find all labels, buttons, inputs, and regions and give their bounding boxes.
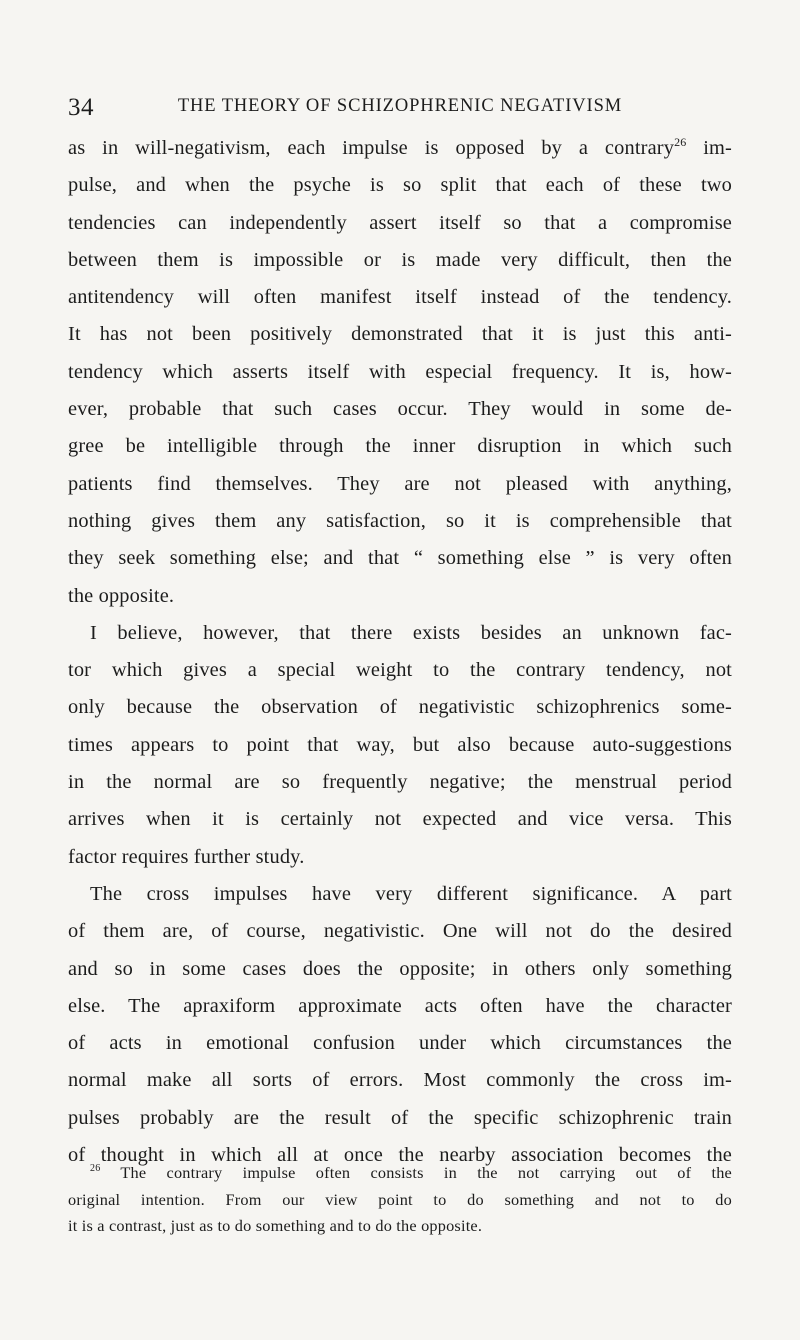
text-line: tendency which asserts itself with especial frequency. It is, how- — [68, 360, 732, 383]
text-line: arrives when it is certainly not expected and vice versa. This — [68, 808, 732, 831]
text-line: nothing gives them any satisfaction, so it is comprehensible that — [68, 509, 732, 532]
body-text — [68, 130, 732, 1174]
text-line: gree be intelligible through the inner disruption in which such — [68, 435, 732, 458]
footnote-marker: 26 — [90, 1163, 101, 1174]
text-line: normal make all sorts of errors. Most commonly the cross im- — [68, 1069, 732, 1092]
text-line: factor requires further study. — [68, 845, 305, 868]
running-title: THE THEORY OF SCHIZOPHRENIC NEGATIVISM — [177, 96, 623, 116]
text-line: I believe, however, that there exists besides an unknown fac- — [90, 621, 732, 644]
text-line: of thought in which all at once the nearby association becomes the — [68, 1144, 732, 1167]
footnote-line — [68, 1160, 732, 1187]
text-line — [68, 130, 732, 167]
page-number: 34 — [68, 94, 94, 121]
footnote-line-content: The contrary impulse often consists in the not carrying out of the — [120, 1163, 732, 1182]
text-line: times appears to point that way, but also because auto-suggestions — [68, 733, 732, 756]
text-line: the opposite. — [68, 584, 175, 607]
text-line: It has not been positively demonstrated that it is just this anti- — [68, 323, 732, 346]
text-line: else. The apraxiform approximate acts often have the character — [68, 994, 732, 1017]
page-header — [68, 94, 732, 121]
text-line: antitendency will often manifest itself instead of the tendency. — [68, 286, 732, 309]
text-line: of them are, of course, negativistic. One will not do the desired — [68, 920, 732, 943]
text-line-content: as in will-negativism, each impulse is opposed by a contrary — [68, 137, 675, 159]
text-line: The cross impulses have very different significance. A part — [90, 882, 732, 905]
text-line: pulses probably are the result of the specific schizophrenic train — [68, 1106, 732, 1129]
footnote-line: original intention. From our view point to do something and not to do — [68, 1189, 732, 1209]
text-line: in the normal are so frequently negative; the menstrual period — [68, 771, 732, 794]
footnote — [68, 1160, 732, 1240]
footnote-reference: 26 — [674, 135, 687, 149]
text-line: pulse, and when the psyche is so split that each of these two — [68, 174, 732, 197]
text-line: only because the observation of negativistic schizophrenics some- — [68, 696, 732, 719]
text-line: between them is impossible or is made very difficult, then the — [68, 248, 732, 271]
text-line: of acts in emotional confusion under which circumstances the — [68, 1032, 732, 1055]
text-line: tendencies can independently assert itself so that a compromise — [68, 211, 732, 234]
text-line: patients find themselves. They are not pleased with anything, — [68, 472, 732, 495]
text-line: they seek something else; and that “ something else ” is very often — [68, 547, 732, 570]
text-line: ever, probable that such cases occur. They would in some de- — [68, 398, 732, 421]
text-line-tail: im- — [686, 137, 732, 159]
text-line: and so in some cases does the opposite; in others only something — [68, 957, 732, 980]
footnote-line: it is a contrast, just as to do something and to do the opposite. — [68, 1216, 483, 1235]
text-line: tor which gives a special weight to the contrary tendency, not — [68, 659, 732, 682]
